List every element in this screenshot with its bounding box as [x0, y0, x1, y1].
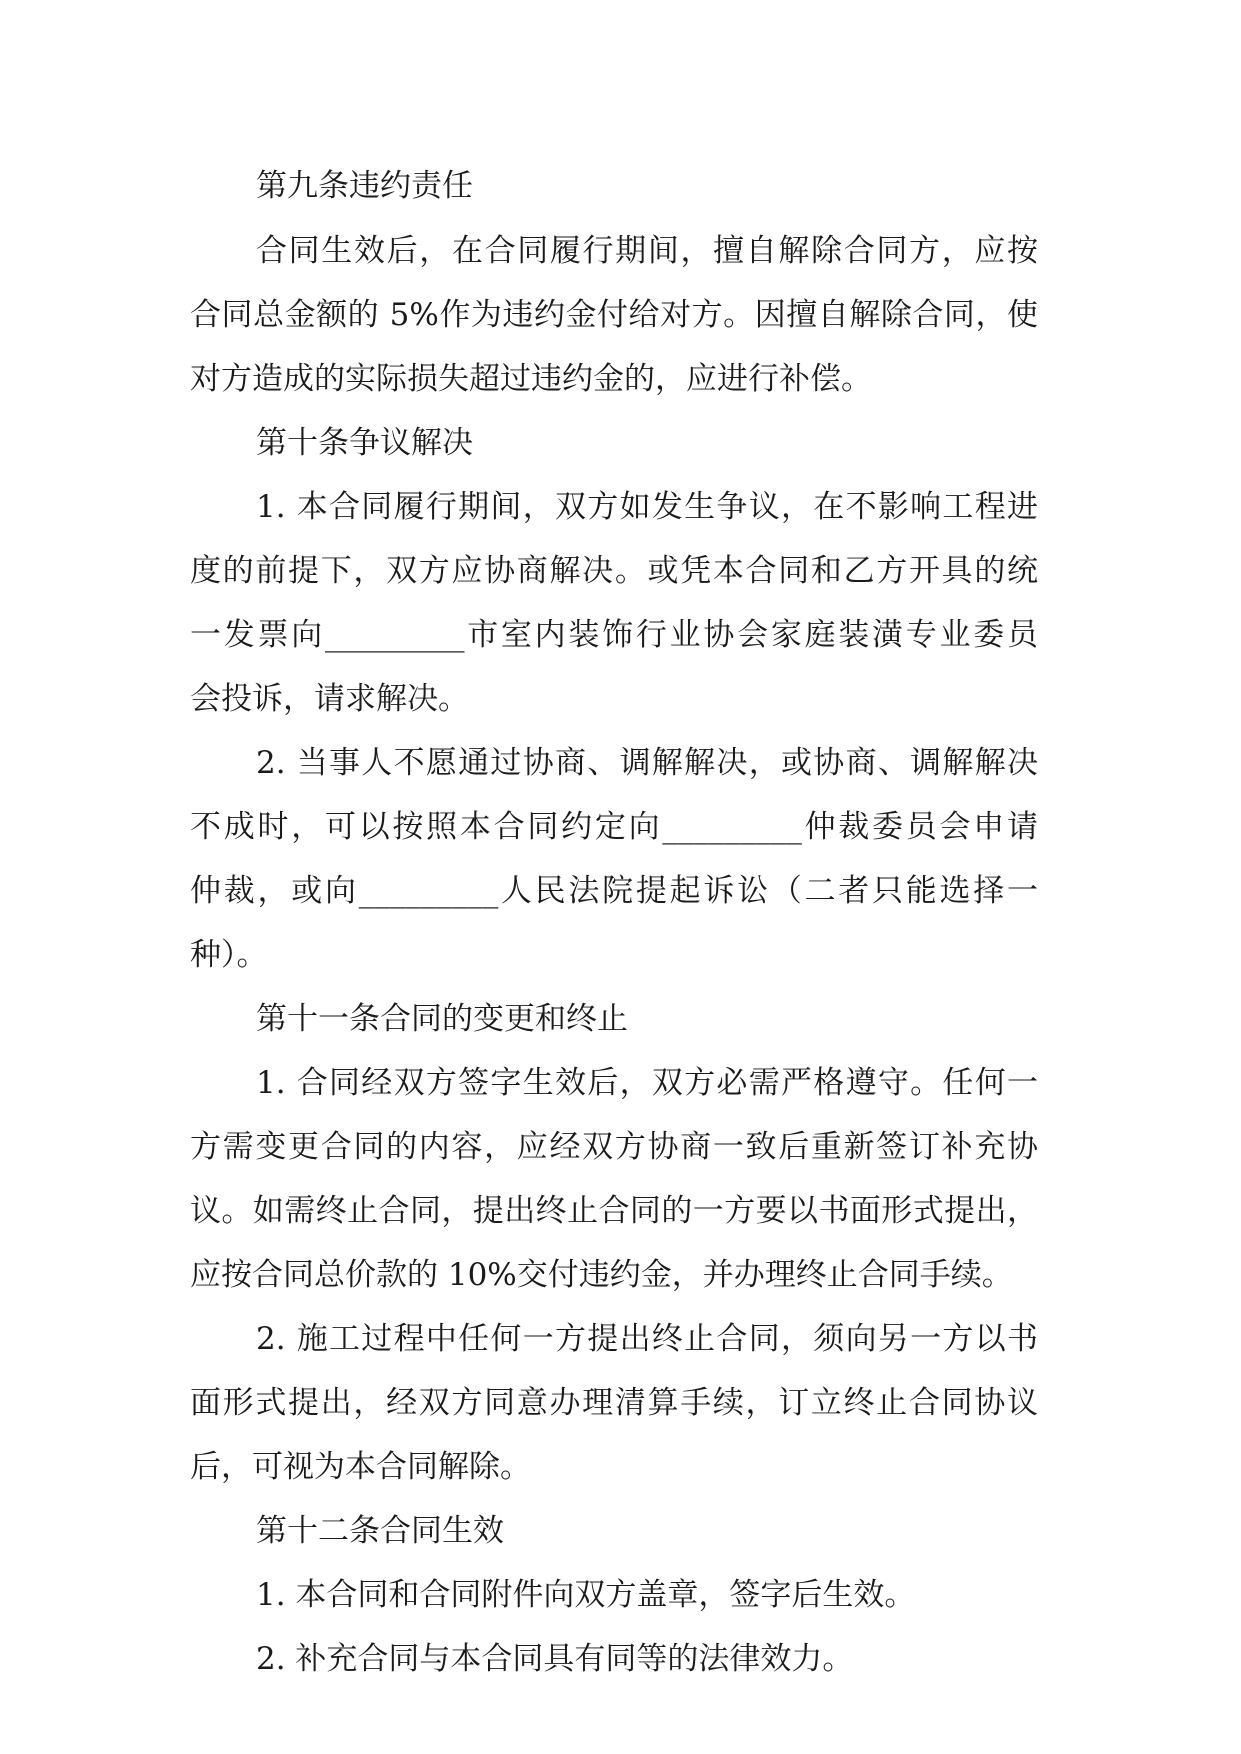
paragraph-line: 议。如需终止合同，提出终止合同的一方要以书面形式提出，	[190, 1193, 1038, 1229]
paragraph-line: 合同生效后，在合同履行期间，擅自解除合同方，应按	[256, 233, 1038, 269]
section-heading-9: 第九条违约责任	[256, 168, 473, 204]
paragraph-line: 2. 施工过程中任何一方提出终止合同，须向另一方以书	[256, 1321, 1038, 1357]
section-heading-11: 第十一条合同的变更和终止	[256, 1001, 628, 1037]
paragraph-line: 对方造成的实际损失超过违约金的，应进行补偿。	[190, 361, 872, 397]
section-heading-12: 第十二条合同生效	[256, 1513, 504, 1549]
paragraph-line: 方需变更合同的内容，应经双方协商一致后重新签订补充协	[190, 1129, 1038, 1165]
paragraph-line: 1. 合同经双方签字生效后，双方必需严格遵守。任何一	[256, 1065, 1038, 1101]
paragraph-line: 不成时，可以按照本合同约定向_________仲裁委员会申请	[190, 809, 1038, 845]
paragraph-line: 2. 补充合同与本合同具有同等的法律效力。	[256, 1641, 854, 1677]
paragraph-line: 1. 本合同和合同附件向双方盖章，签字后生效。	[256, 1577, 916, 1613]
paragraph-line: 1. 本合同履行期间，双方如发生争议，在不影响工程进	[256, 489, 1038, 525]
paragraph-line: 应按合同总价款的 10%交付违约金，并办理终止合同手续。	[190, 1257, 1013, 1293]
paragraph-line: 合同总金额的 5%作为违约金付给对方。因擅自解除合同，使	[190, 297, 1038, 333]
paragraph-line: 度的前提下，双方应协商解决。或凭本合同和乙方开具的统	[190, 553, 1038, 589]
paragraph-line: 会投诉，请求解决。	[190, 681, 469, 717]
paragraph-line: 一发票向_________市室内装饰行业协会家庭装潢专业委员	[190, 617, 1038, 653]
paragraph-line: 后，可视为本合同解除。	[190, 1449, 531, 1485]
paragraph-line: 2. 当事人不愿通过协商、调解解决，或协商、调解解决	[256, 745, 1038, 781]
paragraph-line: 仲裁，或向_________人民法院提起诉讼（二者只能选择一	[190, 873, 1038, 909]
paragraph-line: 种）。	[190, 937, 268, 973]
paragraph-line: 面形式提出，经双方同意办理清算手续，订立终止合同协议	[190, 1385, 1038, 1421]
section-heading-10: 第十条争议解决	[256, 425, 473, 461]
